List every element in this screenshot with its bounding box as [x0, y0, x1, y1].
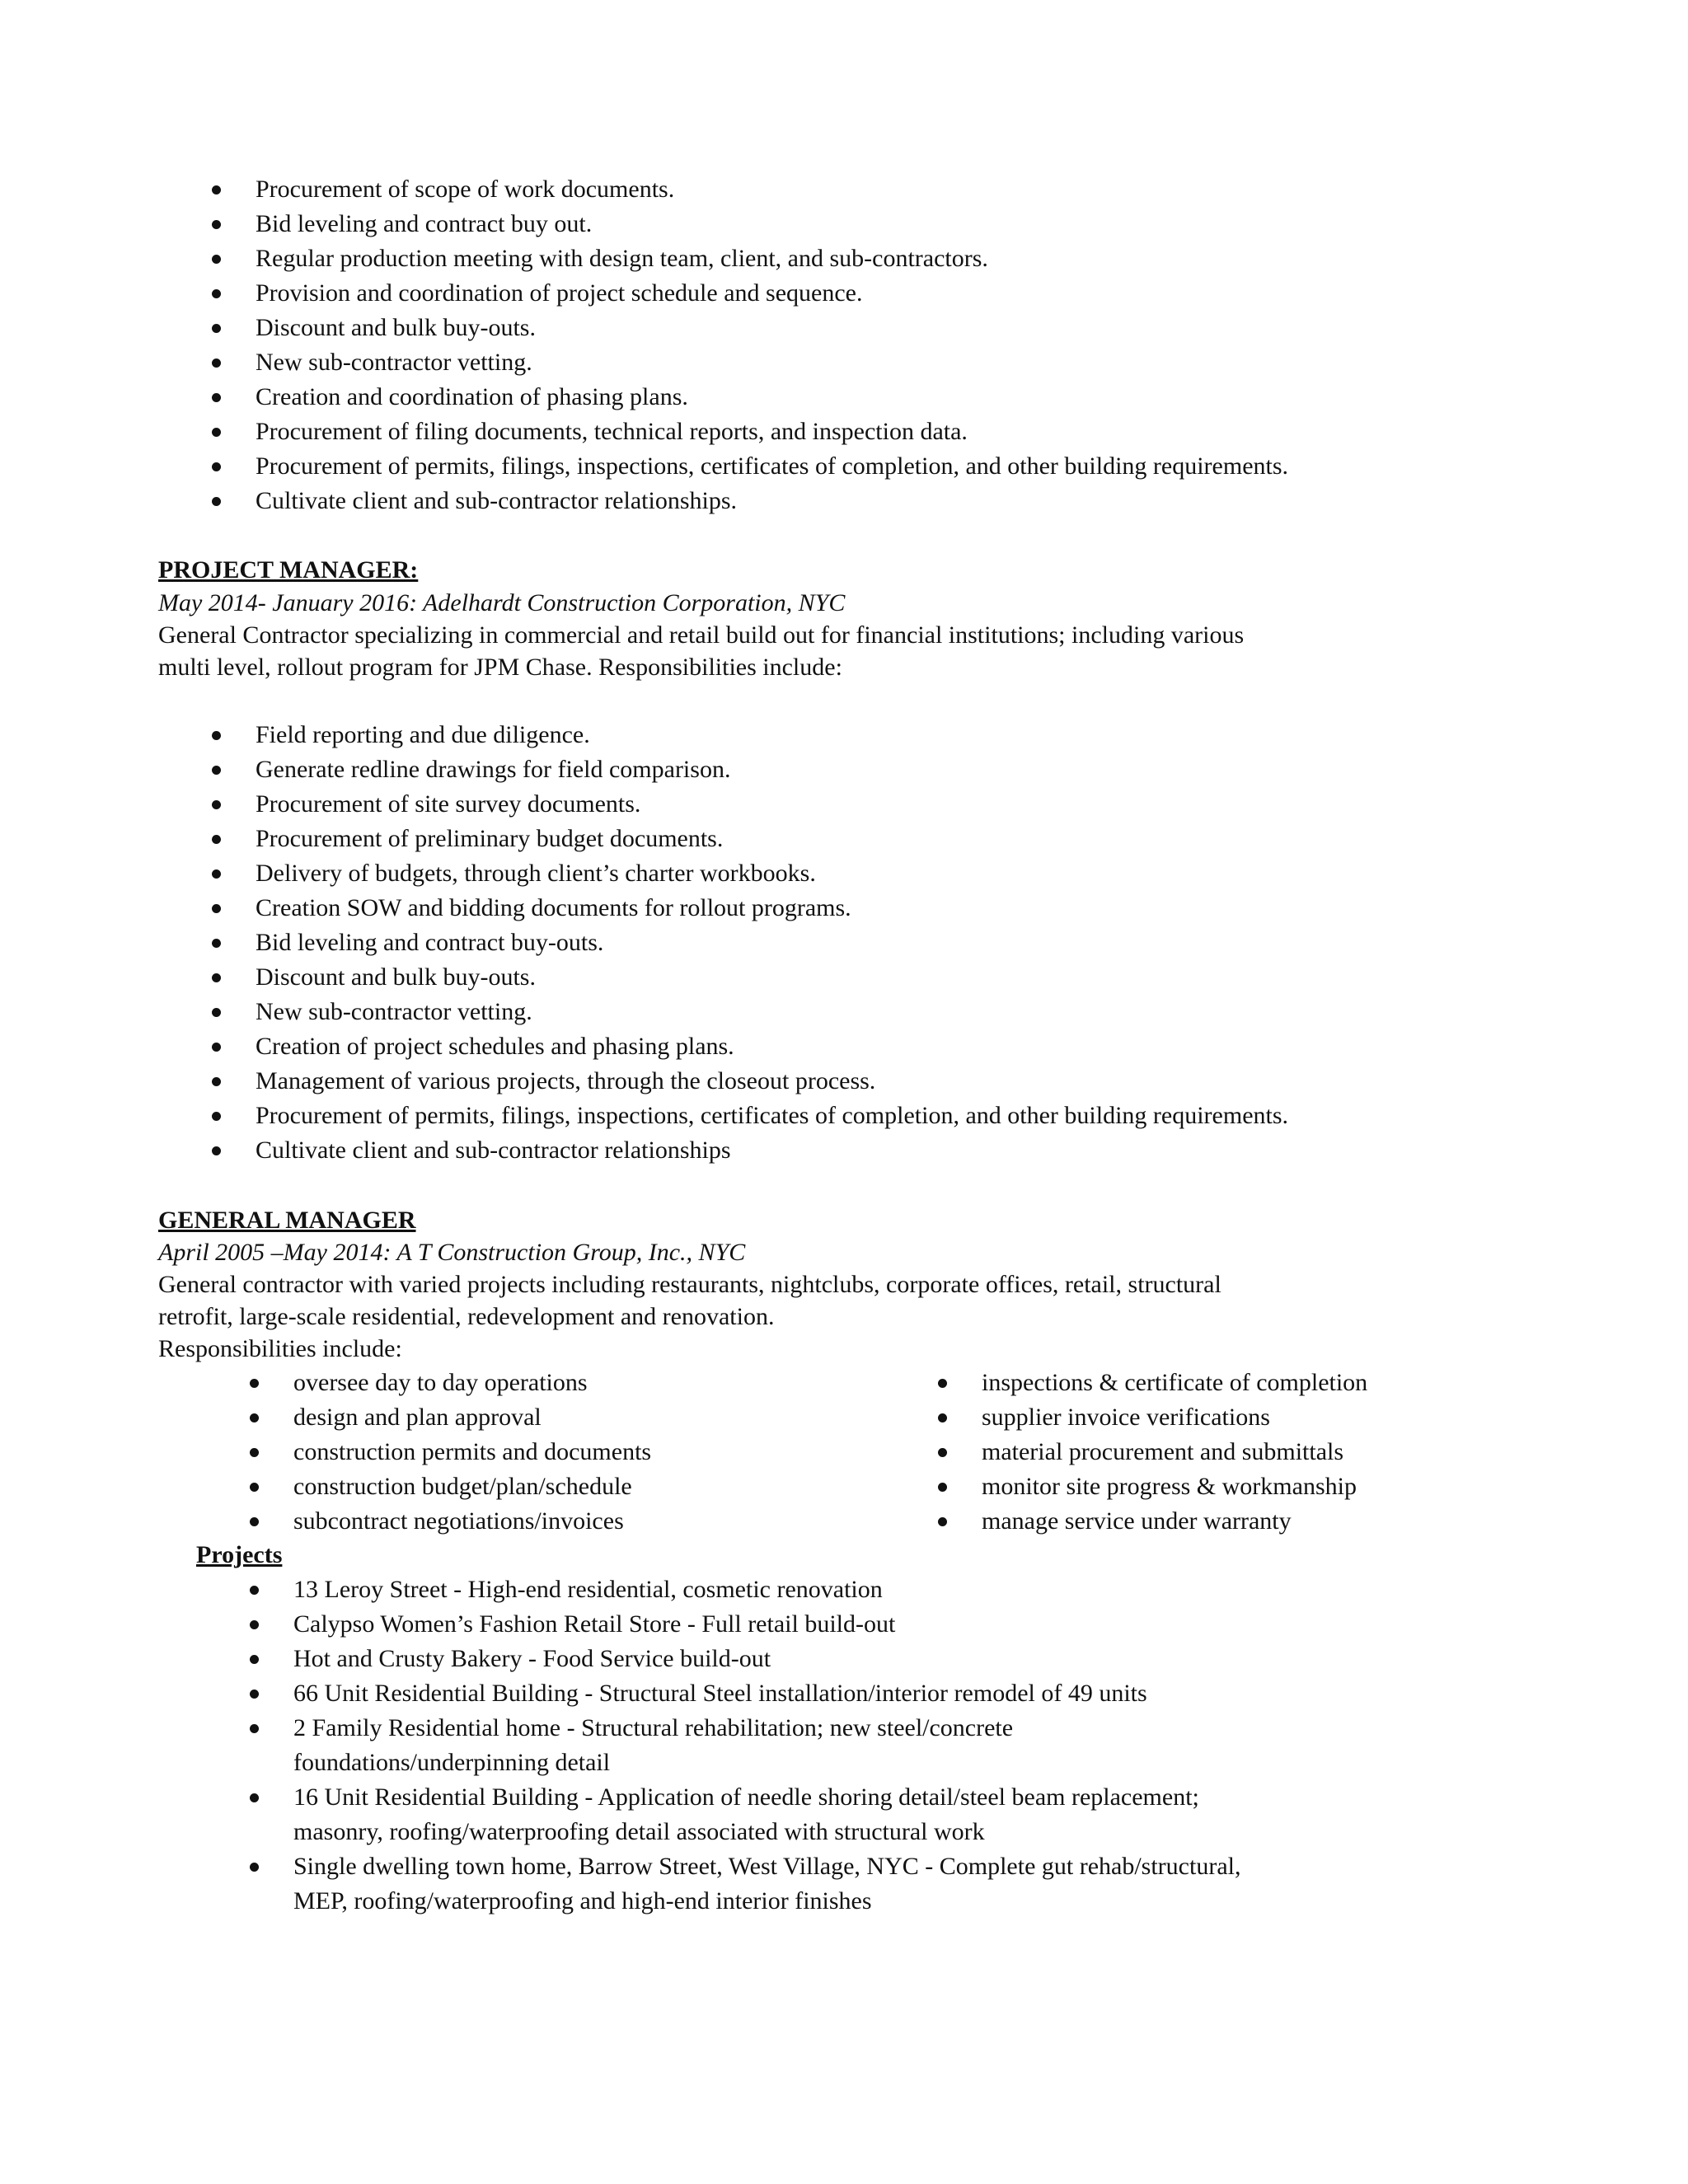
job-description: multi level, rollout program for JPM Chase. Responsibilities include:	[158, 654, 842, 681]
section-heading: PROJECT MANAGER:	[158, 556, 419, 583]
bullet-icon	[938, 1483, 947, 1492]
bullet-icon	[212, 1077, 221, 1086]
bullet-icon	[938, 1413, 947, 1422]
bullet-icon	[250, 1517, 259, 1526]
bullet-icon	[212, 1112, 221, 1121]
bullet-icon	[250, 1620, 259, 1629]
bullet-icon	[212, 185, 221, 194]
bullet-icon	[212, 731, 221, 740]
bullet-icon	[212, 462, 221, 471]
bullet-icon	[212, 289, 221, 298]
bullet-icon	[212, 497, 221, 506]
bullet-icon	[212, 255, 221, 264]
projects-heading: Projects	[196, 1541, 283, 1568]
bullet-icon	[938, 1448, 947, 1457]
bullet-icon	[212, 1043, 221, 1052]
bullet-icon	[212, 324, 221, 333]
bullet-icon	[250, 1655, 259, 1664]
bullet-icon	[212, 835, 221, 844]
bullet-icon	[250, 1586, 259, 1595]
bullet-icon	[212, 1008, 221, 1017]
bullet-icon	[938, 1517, 947, 1526]
bullet-icon	[250, 1793, 259, 1802]
bullet-icon	[212, 973, 221, 982]
job-description: General contractor with varied projects including restaurants, nightclubs, corporate offices, retail, structural	[158, 1271, 1221, 1298]
bullet-icon	[212, 359, 221, 368]
bullet-icon	[212, 393, 221, 402]
bullet-icon	[250, 1413, 259, 1422]
bullet-icon	[250, 1690, 259, 1699]
responsibilities-label: Responsibilities include:	[158, 1335, 402, 1362]
bullet-icon	[212, 428, 221, 437]
job-description: retrofit, large-scale residential, redevelopment and renovation.	[158, 1303, 775, 1330]
bullet-icon	[250, 1483, 259, 1492]
job-description: General Contractor specializing in commercial and retail build out for financial institutions; including various	[158, 621, 1245, 649]
section-heading: GENERAL MANAGER	[158, 1207, 416, 1234]
bullet-icon	[250, 1724, 259, 1733]
bullet-icon	[212, 1146, 221, 1155]
job-dates-company: April 2005 –May 2014: A T Construction Group, Inc., NYC	[158, 1239, 746, 1266]
resume-page: Procurement of scope of work documents. Bid leveling and contract buy out. Regular production meeting with design team, client, and sub-contractors. Provision and coordination of project schedule and sequence. Discount and bulk buy-outs. New sub-contractor vetting. Creation and coordination of phasing plans. Procurement of filing documents, technical reports, and inspection data. Procurement of permits, filings, inspections, certificates of completion, and other building requirements. Cultivate client and sub-contractor relationships. PROJECT MANAGER: May 2014- January 2016: Adelhardt Construction Corporation, NYC General Contractor specializing in commercial and retail build out for financial institutions; including various multi level, rollout program for JPM Chase. Responsibilities include: Field reporting and due diligence. Generate redline drawings for field comparison. Procurement of site survey documents. Procurement of preliminary budget documents. Delivery of budgets, through client’s charter workbooks. Creation SOW and bidding documents for rollout programs. Bid leveling and contract buy-outs. Discount and bulk buy-outs. New sub-contractor vetting. Creation of project schedules and phasing plans. Management of various projects, through the closeout process. Procurement of permits, filings, inspections, certificates of completion, and other building requirements. Cultivate client and sub-contractor relationships GENERAL MANAGER April 2005 –May 2014: A T Construction Group, Inc., NYC General contractor with varied projects including restaurants, nightclubs, corporate offices, retail, structural retrofit, large-scale residential, redevelopment and renovation. Responsibilities include: oversee day to day operations design and plan approval construction permits and documents construction budget/plan/schedule subcontract negotiations/invoices inspections & certificate of completion supplier invoice verifications material procurement and submittals monitor site progress & workmanship manage service under warranty Projects 13 Leroy Street - High-end residential, cosmetic renovation Calypso Women’s Fashion Retail Store - Full retail build-out Hot and Crusty Bakery - Food Service build-out 66 Unit Residential Building - Structural Steel installation/interior remodel of 49 units 2 Family Residential home - Structural rehabilitation; new steel/concrete foundations/underpinning detail 16 Unit Residential Building - Application of needle shoring detail/steel beam replacement; masonry, roofing/waterproofing detail associated with structural work Single dwelling town home, Barrow Street, West Village, NYC - Complete gut rehab/structural, MEP, roofing/waterproofing and high-end interior finishes	[158, 176, 1368, 1915]
bullet-icon	[250, 1379, 259, 1388]
bullet-icon	[212, 220, 221, 229]
bullet-icon	[212, 766, 221, 775]
bullet-icon	[250, 1863, 259, 1872]
bullet-icon	[938, 1379, 947, 1388]
bullet-icon	[212, 869, 221, 879]
bullet-icon	[250, 1448, 259, 1457]
job-dates-company: May 2014- January 2016: Adelhardt Construction Corporation, NYC	[158, 589, 846, 616]
bullet-icon	[212, 904, 221, 913]
bullet-icon	[212, 939, 221, 948]
bullet-icon	[212, 800, 221, 809]
